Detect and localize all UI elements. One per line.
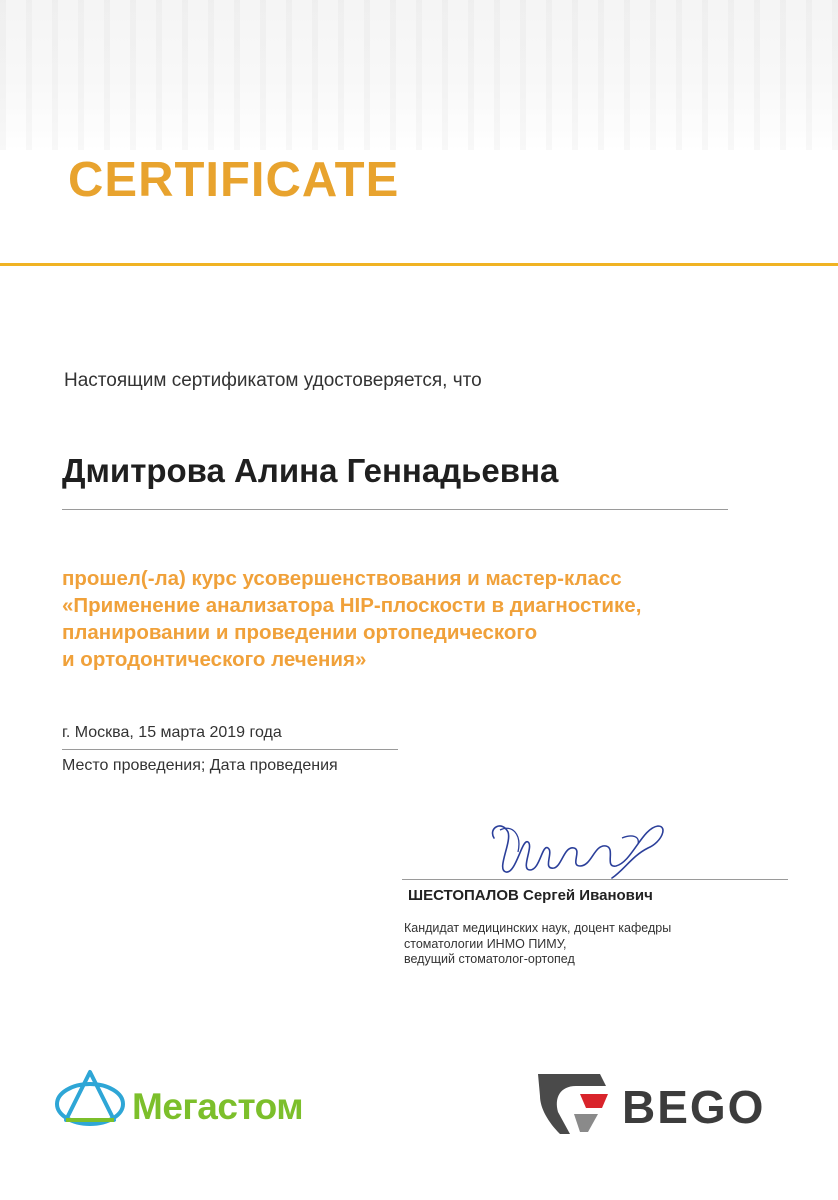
course-line: прошел(-ла) курс усовершенствования и мастер-класс bbox=[62, 567, 622, 590]
signatory-title-line: ведущий стоматолог-ортопед bbox=[404, 952, 575, 966]
place-date-underline bbox=[62, 749, 398, 750]
signatory-name: ШЕСТОПАЛОВ Сергей Иванович bbox=[408, 887, 653, 904]
signatory-title bbox=[404, 921, 671, 968]
background-texture bbox=[0, 0, 838, 150]
recipient-name: Дмитрова Алина Геннадьевна bbox=[62, 452, 559, 489]
course-line: «Применение анализатора HIP-плоскости в диагностике, bbox=[62, 594, 642, 617]
megastom-logo-text: Мегастом bbox=[132, 1086, 304, 1127]
certificate-lead-text: Настоящим сертификатом удостоверяется, что bbox=[64, 370, 482, 391]
signatory-title-line: стоматологии ИНМО ПИМУ, bbox=[404, 936, 567, 951]
bego-logo-icon bbox=[530, 1068, 614, 1140]
signatory-title-line: Кандидат медицинских наук, доцент кафедры bbox=[404, 921, 672, 935]
course-line: и ортодонтического лечения» bbox=[62, 648, 367, 671]
bego-logo-text: BEGO bbox=[622, 1081, 766, 1133]
handwritten-signature bbox=[482, 808, 672, 886]
course-description bbox=[62, 565, 752, 673]
course-line: планировании и проведении ортопедического bbox=[62, 621, 538, 644]
signature-line bbox=[402, 879, 788, 880]
recipient-underline bbox=[62, 509, 728, 510]
header-divider bbox=[0, 263, 838, 266]
megastom-logo-icon bbox=[52, 1068, 128, 1128]
place-date-caption: Место проведения; Дата проведения bbox=[62, 757, 338, 774]
place-date: г. Москва, 15 марта 2019 года bbox=[62, 724, 282, 741]
certificate-title: CERTIFICATE bbox=[68, 153, 400, 207]
